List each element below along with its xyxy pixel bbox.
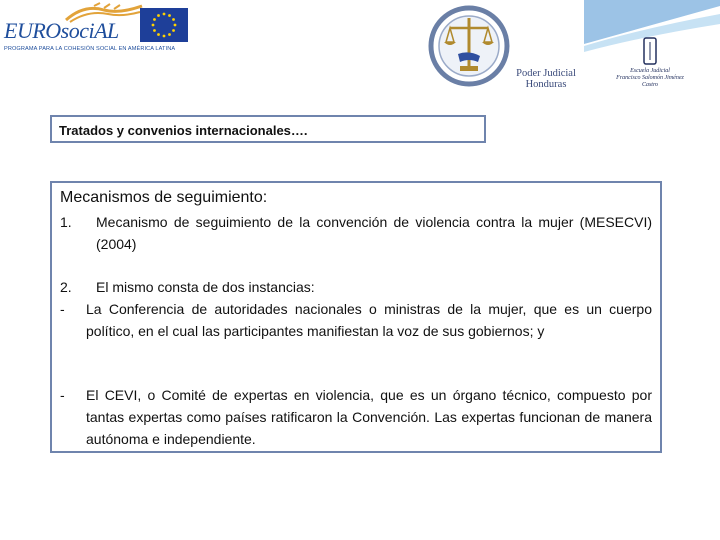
content-box	[50, 181, 662, 453]
poder-judicial-line2: Honduras	[525, 79, 567, 90]
list-item-text: Mecanismo de seguimiento de la convención de violencia contra la mujer (MESECVI) (2004)	[96, 214, 652, 252]
section-heading: Mecanismos de seguimiento:	[60, 189, 268, 206]
list-item-text: La Conferencia de autoridades nacionales o ministras de la mujer, que es un cuerpo político, en el cual las participantes manifiestan la voz de sus gobiernos; y	[86, 301, 652, 339]
list-item	[60, 384, 654, 450]
eu-star-icon	[152, 24, 155, 27]
list-item	[60, 211, 654, 255]
eu-star-icon	[163, 13, 166, 16]
list-marker: -	[60, 301, 65, 317]
escuela-judicial-name	[614, 68, 686, 89]
poder-judicial-line1: Poder Judicial	[516, 68, 576, 79]
eu-star-icon	[163, 35, 166, 38]
list-marker: 2.	[60, 279, 72, 295]
eu-star-icon	[168, 33, 171, 36]
list-item	[60, 298, 654, 364]
eu-star-icon	[157, 33, 160, 36]
list-marker: 1.	[60, 214, 72, 230]
poder-judicial-name	[508, 68, 584, 90]
list-marker: -	[60, 387, 65, 403]
slide-title-box	[50, 115, 486, 143]
list-item-text: El CEVI, o Comité de expertas en violencia, que es un órgano técnico, compuesto por tantas expertas como países ratificaron la Convención. Las expertas funcionan de manera autónoma e independiente.	[86, 387, 652, 447]
list-item-text: El mismo consta de dos instancias:	[96, 279, 315, 295]
poder-judicial-seal-icon	[428, 2, 510, 94]
escuela-line2: Francisco Salomón Jiménez Castro	[616, 75, 684, 88]
eu-star-icon	[168, 14, 171, 17]
eu-star-icon	[172, 18, 175, 21]
slide-title: Tratados y convenios internacionales….	[59, 123, 308, 138]
eu-star-icon	[157, 14, 160, 17]
eu-star-icon	[174, 24, 177, 27]
list-item	[60, 276, 654, 298]
eu-star-icon	[153, 18, 156, 21]
escuela-line1: Escuela Judicial	[630, 68, 670, 74]
eurosocial-wordmark: EUROsociAL	[4, 18, 119, 43]
eu-star-icon	[153, 29, 156, 32]
eu-flag-icon	[140, 8, 188, 42]
eu-star-icon	[172, 29, 175, 32]
eurosocial-tagline: PROGRAMA PARA LA COHESIÓN SOCIAL EN AMÉRICA LATINA	[4, 46, 176, 52]
